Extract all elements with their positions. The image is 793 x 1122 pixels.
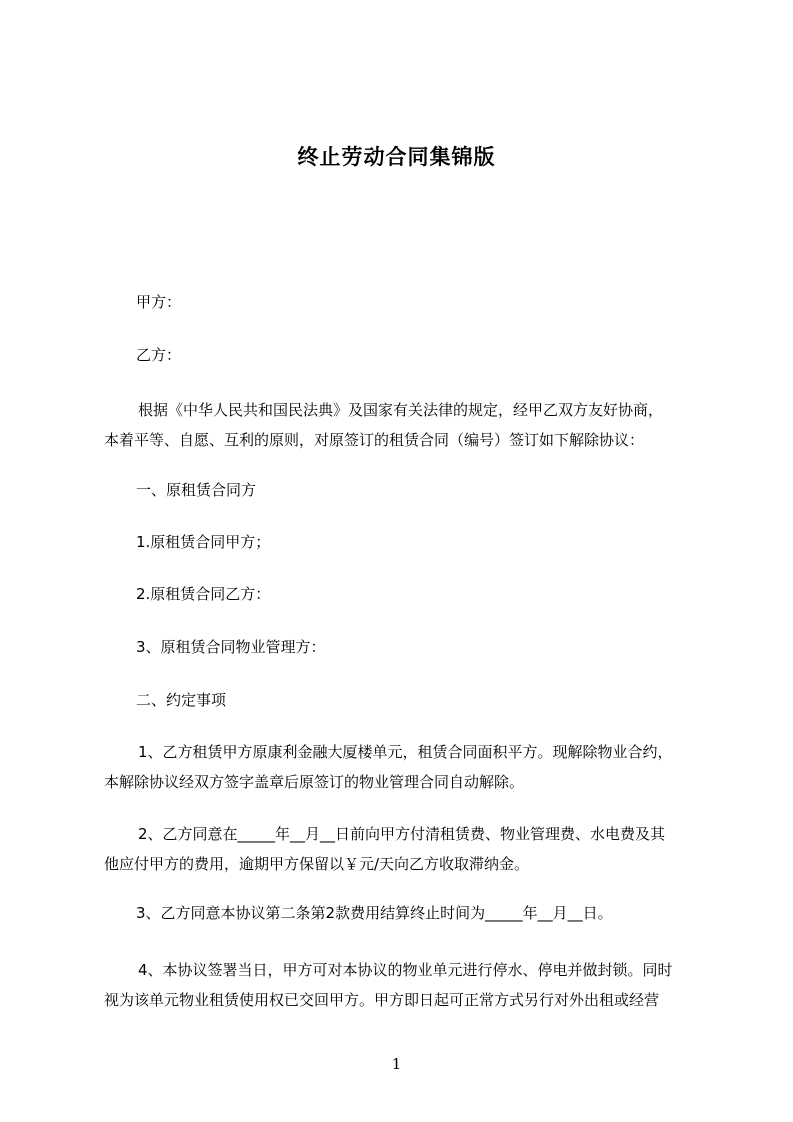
clause-2-line-2: 他应付甲方的费用，逾期甲方保留以￥元/天向乙方收取滞纳金。: [104, 855, 530, 873]
clause-1-line-1: 1、乙方租赁甲方原康利金融大厦楼单元，租赁合同面积平方。现解除物业合约，: [138, 743, 673, 761]
clause-2-paragraph: [104, 819, 698, 879]
section1-item-3: 3、原租赁合同物业管理方：: [136, 638, 326, 656]
section1-item-2: 2.原租赁合同乙方：: [136, 585, 271, 603]
party-a-label: 甲方：: [136, 293, 182, 311]
party-b-label: 乙方：: [136, 346, 182, 364]
clause-1-paragraph: [104, 737, 698, 797]
page-number: 1: [391, 1055, 402, 1073]
section1-item-1: 1.原租赁合同甲方；: [136, 533, 271, 551]
clause-3-line: 3、乙方同意本协议第二条第2款费用结算终止时间为_____年__月__日。: [136, 904, 613, 922]
section1-heading: 一、原租赁合同方: [136, 481, 257, 499]
clause-4-paragraph: [104, 955, 698, 1015]
clause-4-line-2: 视为该单元物业租赁使用权已交回甲方。甲方即日起可正常方式另行对外出租或经营: [104, 991, 660, 1009]
clause-1-line-2: 本解除协议经双方签字盖章后原签订的物业管理合同自动解除。: [104, 773, 525, 791]
clause-2-line-1: 2、乙方同意在_____年__月__日前向甲方付清租赁费、物业管理费、水电费及其: [138, 825, 666, 843]
intro-line-1: 根据《中华人民共和国民法典》及国家有关法律的规定，经甲乙双方友好协商，: [138, 401, 664, 419]
intro-line-2: 本着平等、自愿、互利的原则，对原签订的租赁合同（编号）签订如下解除协议：: [104, 431, 645, 449]
intro-paragraph: [104, 395, 698, 455]
section2-heading: 二、约定事项: [136, 691, 227, 709]
clause-4-line-1: 4、本协议签署当日，甲方可对本协议的物业单元进行停水、停电并做封锁。同时: [138, 961, 673, 979]
document-title: 终止劳动合同集锦版: [297, 145, 496, 169]
